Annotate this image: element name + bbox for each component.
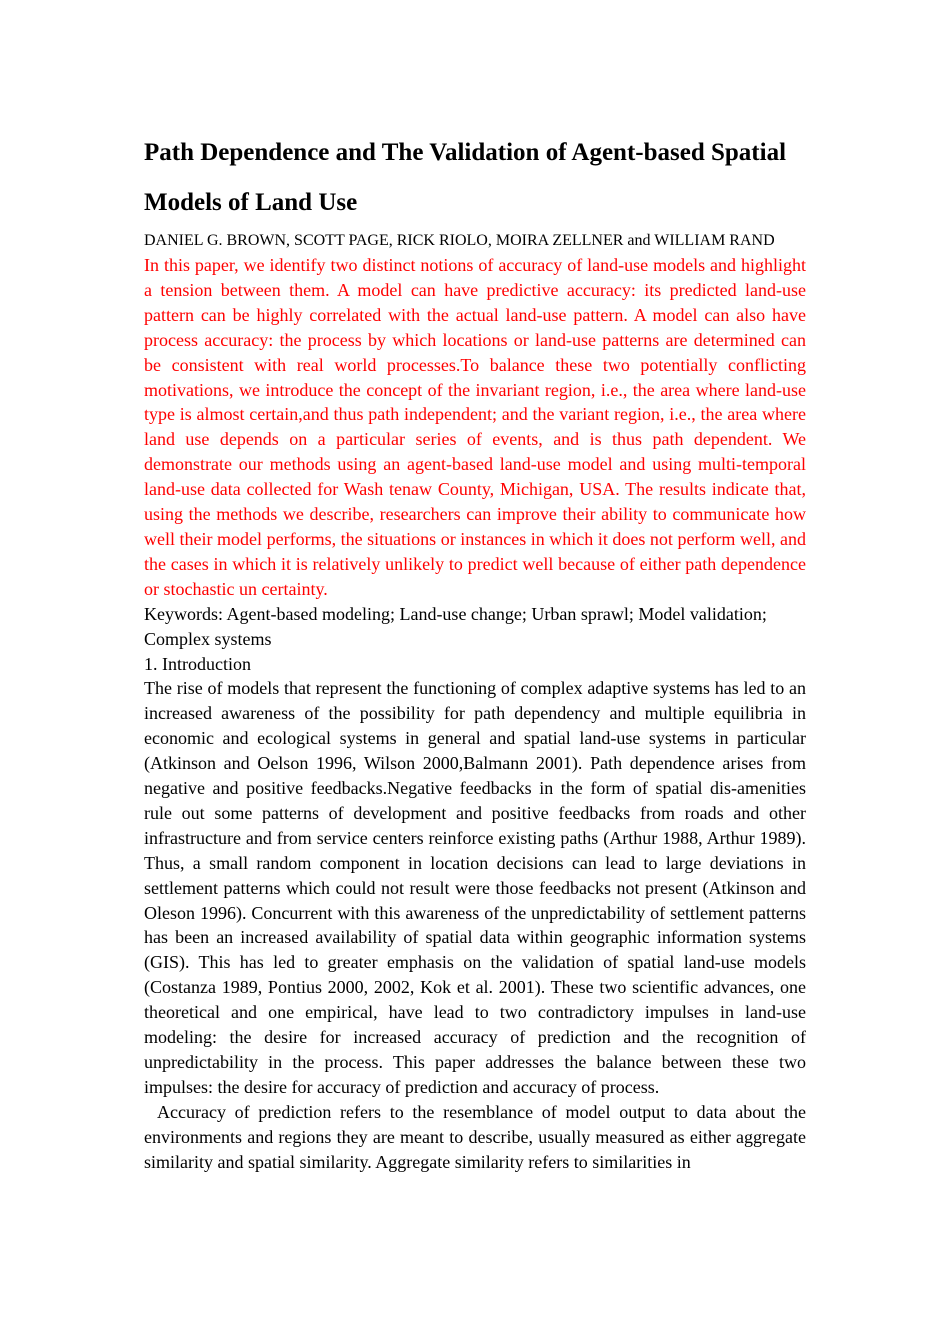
body-paragraph: The rise of models that represent the functioning of complex adaptive systems has led to an increased awareness of the possibility for path dependency and multiple equilibria in economic and ecological systems in general and spatial land-use systems in particular (Atkinson and Oelson 1996, Wilson 2000,Balmann 2001). Path dependence arises from negative and positive feedbacks.Negative feedbacks in the form of spatial dis-amenities rule out some patterns of development and positive feedbacks from roads and other infrastructure and from service centers reinforce existing paths (Arthur 1988, Arthur 1989). Thus, a small random component in location decisions can lead to large deviations in settlement patterns which could not result were those feedbacks not present (Atkinson and Oleson 1996). Concurrent with this awareness of the unpredictability of settlement patterns has been an increased availability of spatial data within geographic information systems (GIS). This has led to greater emphasis on the validation of spatial land-use models (Costanza 1989, Pontius 2000, 2002, Kok et al. 2001). These two scientific advances, one theoretical and one empirical, have lead to two contradictory impulses in land-use modeling: the desire for increased accuracy of prediction and the recognition of unpredictability in the process. This paper addresses the balance between these two impulses: the desire for accuracy of prediction and accuracy of process. — [144, 678, 806, 1097]
keywords-line: Keywords: Agent-based modeling; Land-use change; Urban sprawl; Model validation; Complex systems — [144, 603, 767, 649]
section-heading: 1. Introduction — [144, 653, 251, 674]
abstract-text: In this paper, we identify two distinct notions of accuracy of land-use models and highlight a tension between them. A model can have predictive accuracy: its predicted land-use pattern can be highly correlated with the actual land-use pattern. A model can also have process accuracy: the process by which locations or land-use patterns are determined can be consistent with real world processes.To balance these two potentially conflicting motivations, we introduce the concept of the invariant region, i.e., the area where land-use type is almost certain,and thus path independent; and the variant region, i.e., the area where land use depends on a particular series of events, and is thus path dependent. We demonstrate our methods using an agent-based land-use model and using multi-temporal land-use data collected for Wash tenaw County, Michigan, USA. The results indicate that, using the methods we describe, researchers can improve their ability to communicate how well their model performs, the situations or instances in which it does not perform well, and the cases in which it is relatively unlikely to predict well because of either path dependence or stochastic un certainty. — [144, 255, 806, 599]
body-paragraph: Accuracy of prediction refers to the resemblance of model output to data about the environments and regions they are meant to describe, usually measured as either aggregate similarity and spatial similarity. Aggregate similarity refers to similarities in — [144, 1101, 806, 1172]
paper-title: Path Dependence and The Validation of Agent-based Spatial Models of Land Use — [144, 139, 787, 216]
author-list: DANIEL G. BROWN, SCOTT PAGE, RICK RIOLO, MOIRA ZELLNER and WILLIAM RAND — [144, 232, 775, 249]
paper-page — [144, 128, 806, 1175]
